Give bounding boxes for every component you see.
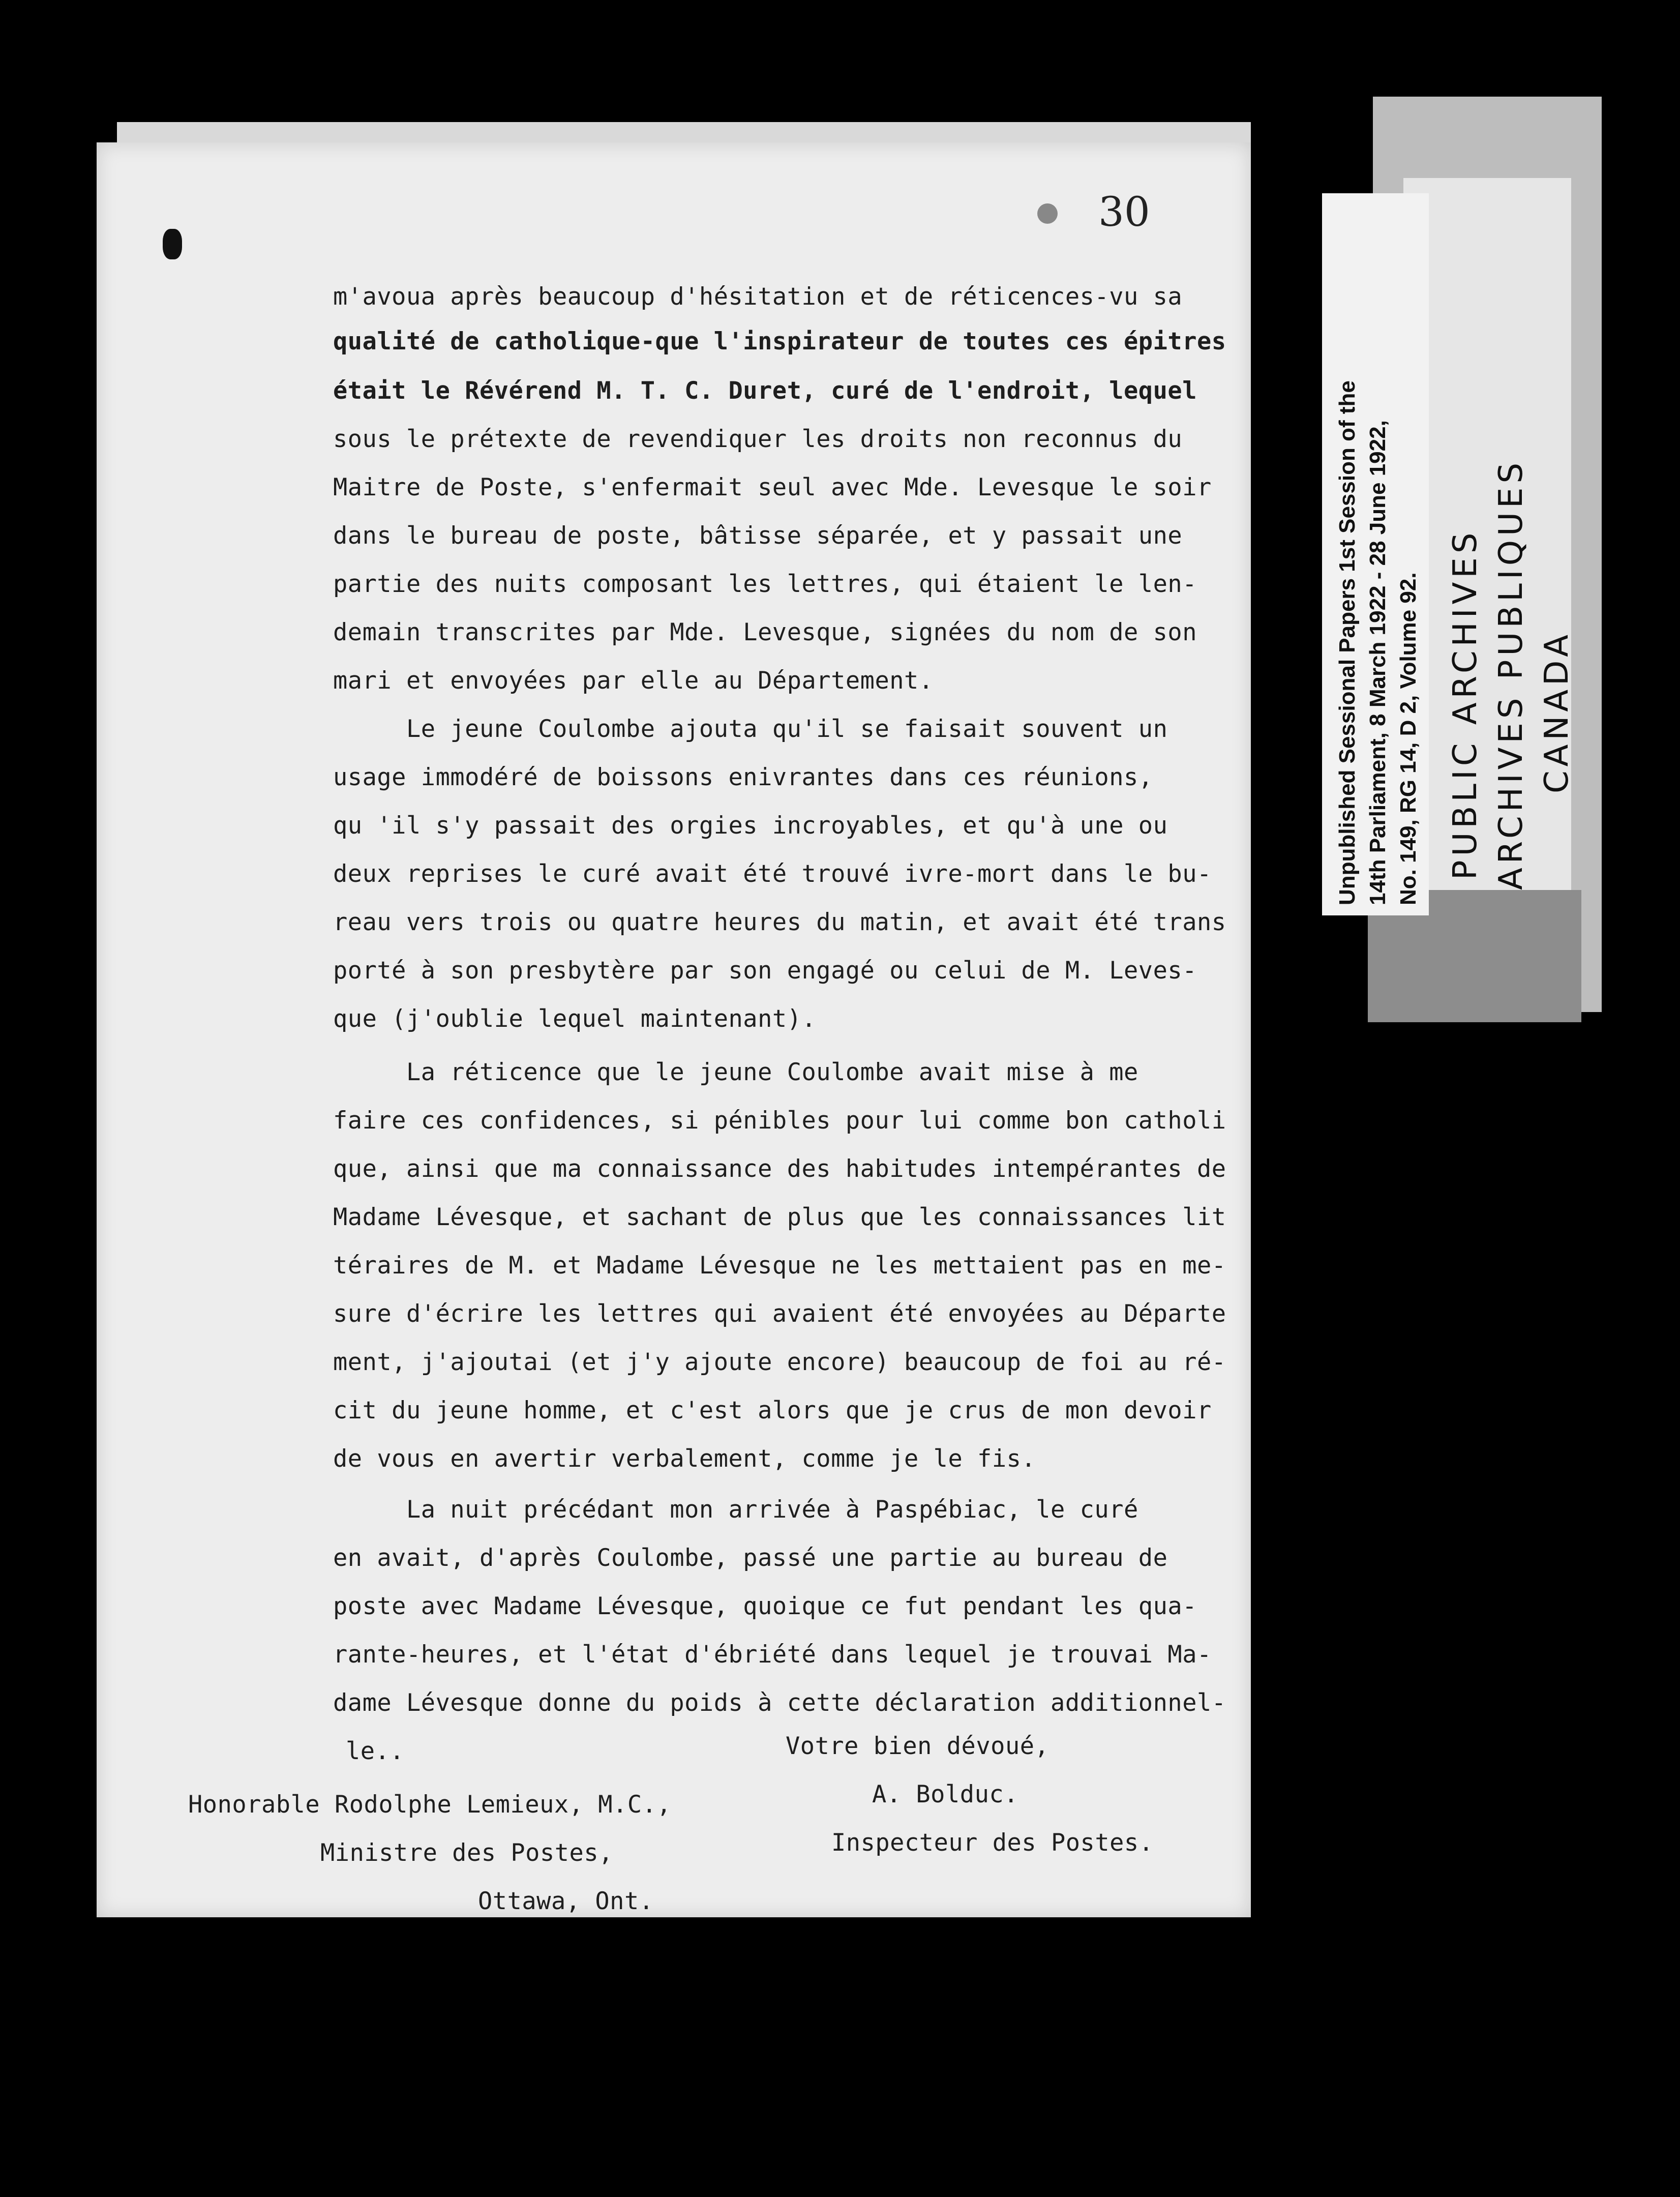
paragraph2-line-4: deux reprises le curé avait été trouvé ivre-mort dans le bu-: [333, 860, 1212, 888]
paragraph1-line-9: mari et envoyées par elle au Département.: [333, 667, 934, 695]
reference-line-1: Unpublished Sessional Papers 1st Session of the: [1335, 380, 1360, 905]
paragraph3-line-7: ment, j'ajoutai (et j'y ajoute encore) beaucoup de foi au ré-: [333, 1348, 1226, 1376]
paragraph1-line-4: sous le prétexte de revendiquer les droits non reconnus du: [333, 425, 1183, 453]
ink-smudge: [1037, 203, 1058, 224]
archive-stamp-line-3: CANADA: [1538, 630, 1576, 793]
paragraph4-line-1: La nuit précédant mon arrivée à Paspébiac, le curé: [333, 1496, 1138, 1524]
archive-stamp-line-1: PUBLIC ARCHIVES: [1447, 528, 1484, 880]
reference-line-2: 14th Parliament, 8 March 1922 - 28 June 1922,: [1365, 420, 1390, 905]
paragraph1-line-3: était le Révérend M. T. C. Duret, curé de l'endroit, lequel: [333, 377, 1197, 405]
archive-stamp-line-2: ARCHIVES PUBLIQUES: [1492, 458, 1530, 890]
paragraph2-line-2: usage immodéré de boissons enivrantes dans ces réunions,: [333, 763, 1153, 791]
paragraph1-line-8: demain transcrites par Mde. Levesque, signées du nom de son: [333, 618, 1197, 646]
paragraph4-line-6: le..: [346, 1737, 405, 1765]
paragraph3-line-9: de vous en avertir verbalement, comme je le fis.: [333, 1445, 1036, 1473]
paragraph1-line-5: Maitre de Poste, s'enfermait seul avec Mde. Levesque le soir: [333, 473, 1212, 501]
closing-signature: A. Bolduc.: [872, 1780, 1018, 1808]
paragraph2-line-1: Le jeune Coulombe ajouta qu'il se faisait souvent un: [333, 715, 1168, 743]
reference-line-3: No. 149, RG 14, D 2, Volume 92.: [1396, 572, 1421, 905]
paragraph3-line-8: cit du jeune homme, et c'est alors que je crus de mon devoir: [333, 1397, 1212, 1424]
paragraph4-line-5: dame Lévesque donne du poids à cette déclaration additionnel-: [333, 1689, 1226, 1717]
addressee-city: Ottawa, Ont.: [478, 1887, 654, 1915]
paragraph3-line-2: faire ces confidences, si pénibles pour lui comme bon catholi: [333, 1107, 1226, 1135]
paragraph2-line-3: qu 'il s'y passait des orgies incroyables, et qu'à une ou: [333, 812, 1168, 840]
addressee-name: Honorable Rodolphe Lemieux, M.C.,: [188, 1791, 672, 1819]
page-number: 30: [1098, 188, 1150, 235]
paragraph1-line-7: partie des nuits composant les lettres, qui étaient le len-: [333, 570, 1197, 598]
punch-hole-mark: [163, 229, 182, 259]
paragraph2-line-7: que (j'oublie lequel maintenant).: [333, 1005, 817, 1033]
closing-title: Inspecteur des Postes.: [831, 1829, 1154, 1857]
paragraph4-line-4: rante-heures, et l'état d'ébriété dans lequel je trouvai Ma-: [333, 1641, 1212, 1669]
paragraph2-line-5: reau vers trois ou quatre heures du matin, et avait été trans: [333, 908, 1226, 936]
paragraph3-line-5: téraires de M. et Madame Lévesque ne les mettaient pas en me-: [333, 1252, 1226, 1280]
paragraph3-line-3: que, ainsi que ma connaissance des habitudes intempérantes de: [333, 1155, 1226, 1183]
addressee-office: Ministre des Postes,: [320, 1839, 613, 1867]
paragraph3-line-6: sure d'écrire les lettres qui avaient été envoyées au Départe: [333, 1300, 1226, 1328]
paragraph1-line-1: m'avoua après beaucoup d'hésitation et de réticences-vu sa: [333, 283, 1183, 311]
paragraph3-line-4: Madame Lévesque, et sachant de plus que les connaissances lit: [333, 1203, 1226, 1231]
paragraph3-line-1: La réticence que le jeune Coulombe avait mise à me: [333, 1058, 1138, 1086]
paragraph1-line-6: dans le bureau de poste, bâtisse séparée, et y passait une: [333, 522, 1183, 550]
paragraph1-line-2: qualité de catholique-que l'inspirateur de toutes ces épitres: [333, 328, 1226, 355]
paragraph4-line-2: en avait, d'après Coulombe, passé une partie au bureau de: [333, 1544, 1168, 1572]
paragraph4-line-3: poste avec Madame Lévesque, quoique ce fut pendant les qua-: [333, 1592, 1197, 1620]
paragraph2-line-6: porté à son presbytère par son engagé ou celui de M. Leves-: [333, 957, 1197, 985]
closing-salutation: Votre bien dévoué,: [786, 1732, 1049, 1760]
